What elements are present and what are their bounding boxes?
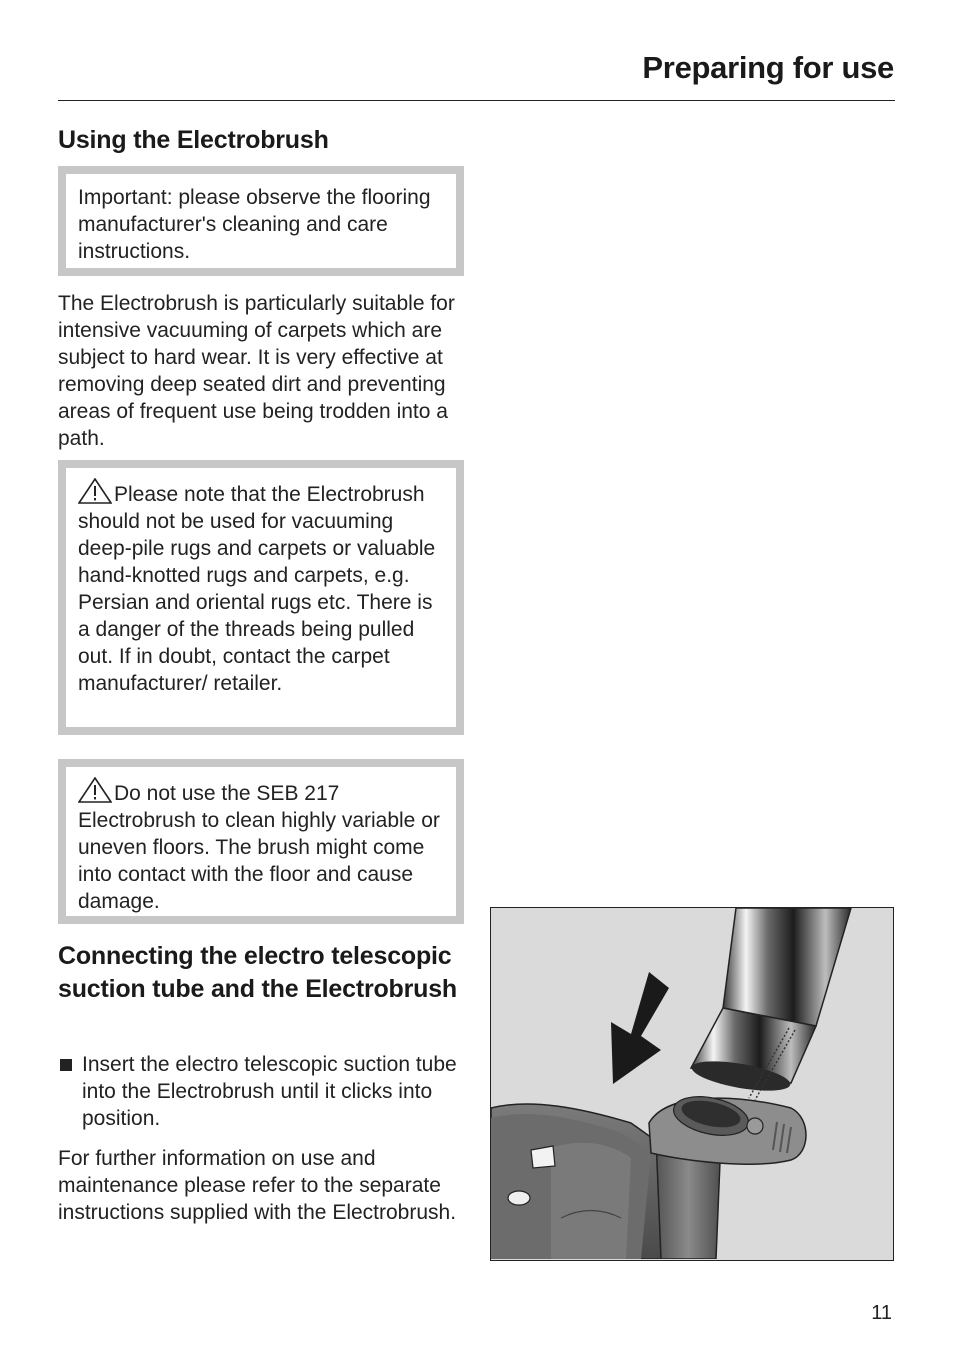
connection-illustration — [491, 908, 892, 1259]
illustration-connect-tube — [490, 907, 894, 1261]
warning-box-deep-pile — [58, 460, 464, 735]
suction-tube — [690, 908, 851, 1100]
instruction-bullet-text: Insert the electro telescopic suction tube into the Electrobrush until it clicks into position. — [82, 1053, 457, 1130]
warning-text-deep-pile: Please note that the Electrobrush should not be used for vacuuming deep-pile rugs and carpets or valuable hand-knotted rugs and carpets, e.g. Persian and oriental rugs etc. There is a danger of the threads being pulled out. If in doubt, contact the carpet manufacturer/ retailer. — [78, 483, 436, 695]
page-title: Preparing for use — [642, 50, 894, 85]
instruction-bullet — [58, 1051, 464, 1132]
section-heading-connecting — [58, 940, 458, 1006]
warning-triangle-icon — [78, 478, 112, 504]
insert-direction-arrow — [611, 972, 669, 1084]
section-heading-text: Using the Electrobrush — [58, 126, 329, 154]
electrobrush-body — [491, 1104, 666, 1259]
intro-paragraph — [58, 290, 464, 452]
intro-paragraph-text: The Electrobrush is particularly suitable for intensive vacuuming of carpets which are subject to hard wear. It is very effective at removing deep seated dirt and preventing areas of frequent use being trodden into a path. — [58, 292, 455, 450]
brush-connector-neck — [649, 1090, 806, 1259]
warning-box-uneven-floors — [58, 759, 464, 924]
warning-triangle-icon — [78, 777, 112, 803]
further-info-paragraph — [58, 1145, 464, 1226]
important-note-text: Important: please observe the flooring manufacturer's cleaning and care instructions. — [78, 186, 431, 263]
bullet-square-icon — [60, 1059, 72, 1071]
section-heading-using-electrobrush — [58, 124, 464, 157]
page-number: 11 — [871, 1302, 892, 1324]
header-divider — [58, 100, 895, 101]
warning-text-uneven-floors: Do not use the SEB 217 Electrobrush to clean highly variable or uneven floors. The brush might come into contact with the floor and cause damage. — [78, 782, 440, 913]
section-heading-text: Connecting the electro telescopic suction tube and the Electrobrush — [58, 942, 457, 1003]
important-note-box — [58, 166, 464, 276]
further-info-text: For further information on use and maintenance please refer to the separate instructions supplied with the Electrobrush. — [58, 1147, 457, 1224]
